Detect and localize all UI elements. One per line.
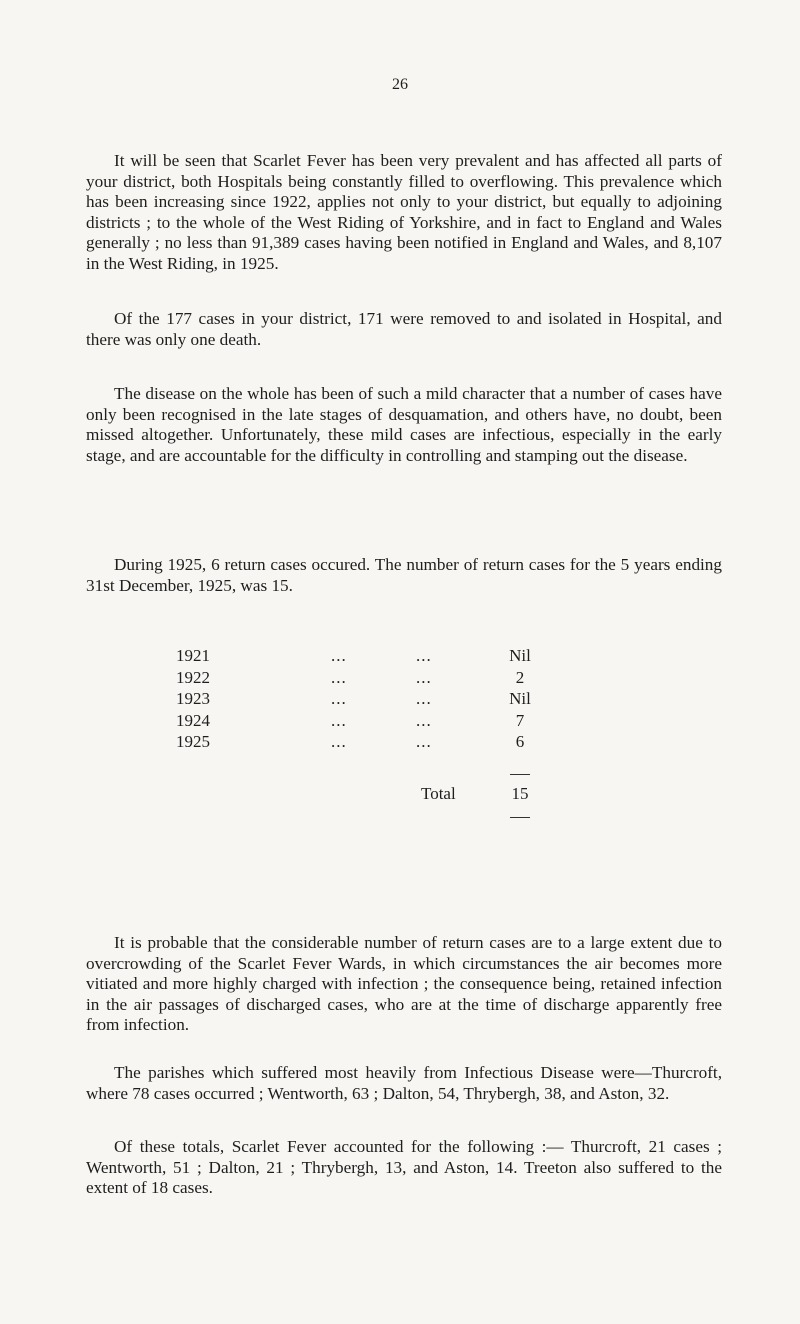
table-row [176, 732, 656, 754]
page-number: 26 [392, 76, 408, 93]
paragraph-cases-removed: Of the 177 cases in your district, 171 were removed to and isolated in Hospital, and there was only one death. [86, 309, 722, 349]
paragraph-return-cases: During 1925, 6 return cases occured. The number of return cases for the 5 years ending 31st December, 1925, was 15. [86, 555, 722, 595]
return-cases-table [176, 646, 656, 803]
dot-leader: ... [416, 646, 432, 665]
paragraph-overcrowding: It is probable that the considerable number of return cases are to a large extent due to overcrowding of the Scarlet Fever Wards, in which circumstances the air becomes more vitiated and more highly charged with infection ; the consequence being, retained infection in the air passages of discharged cases, who are at the time of discharge apparently free from infection. [86, 933, 722, 1035]
year-cell: 1921 [176, 646, 210, 665]
value-cell: Nil [509, 646, 531, 665]
total-value: 15 [511, 784, 529, 803]
dot-leader: ... [331, 667, 347, 687]
table-row [176, 668, 656, 690]
dot-leader: ... [416, 732, 432, 751]
year-cell: 1922 [176, 667, 210, 687]
table-row [176, 646, 656, 668]
dot-leader: ... [331, 732, 347, 751]
dot-leader: ... [331, 710, 347, 730]
total-label: Total [421, 784, 456, 803]
dot-leader: ... [416, 710, 432, 730]
dot-leader: ... [331, 689, 347, 708]
total-rule-top [510, 774, 530, 775]
table-row [176, 689, 656, 711]
paragraph-scarlet-fever-prevalence: It will be seen that Scarlet Fever has been very prevalent and has affected all parts of your district, both Hospitals being constantly filled to overflowing. This prevalence which has been increasing since 1922, applies not only to your district, but equally to adjoining districts ; to the whole of the West Riding of Yorkshire, and in fact to England and Wales generally ; no less than 91,389 cases having been notified in England and Wales, and 8,107 in the West Riding, in 1925. [86, 151, 722, 273]
value-cell: 7 [515, 710, 525, 730]
table-row [176, 711, 656, 733]
value-cell: 2 [515, 667, 525, 687]
paragraph-scarlet-fever-totals: Of these totals, Scarlet Fever accounted for the following :— Thurcroft, 21 cases ; Wentworth, 51 ; Dalton, 21 ; Thrybergh, 13, and Aston, 14. Treeton also suffered to the extent of 18 cases. [86, 1137, 722, 1198]
dot-leader: ... [416, 689, 432, 708]
value-cell: Nil [509, 689, 531, 708]
dot-leader: ... [331, 646, 347, 665]
year-cell: 1925 [176, 732, 210, 751]
year-cell: 1924 [176, 710, 210, 730]
year-cell: 1923 [176, 689, 210, 708]
dot-leader: ... [416, 667, 432, 687]
value-cell: 6 [515, 732, 525, 751]
paragraph-mild-character: The disease on the whole has been of such a mild character that a number of cases have only been recognised in the late stages of desquamation, and others have, no doubt, been missed altogether. Unfortunately, these mild cases are infectious, especially in the early stage, and are accountable for the difficulty in controlling and stamping out the disease. [86, 384, 722, 465]
paragraph-parishes: The parishes which suffered most heavily from Infectious Disease were—Thurcroft, where 78 cases occurred ; Wentworth, 63 ; Dalton, 54, Thrybergh, 38, and Aston, 32. [86, 1063, 722, 1103]
total-rule-bottom [510, 817, 530, 818]
